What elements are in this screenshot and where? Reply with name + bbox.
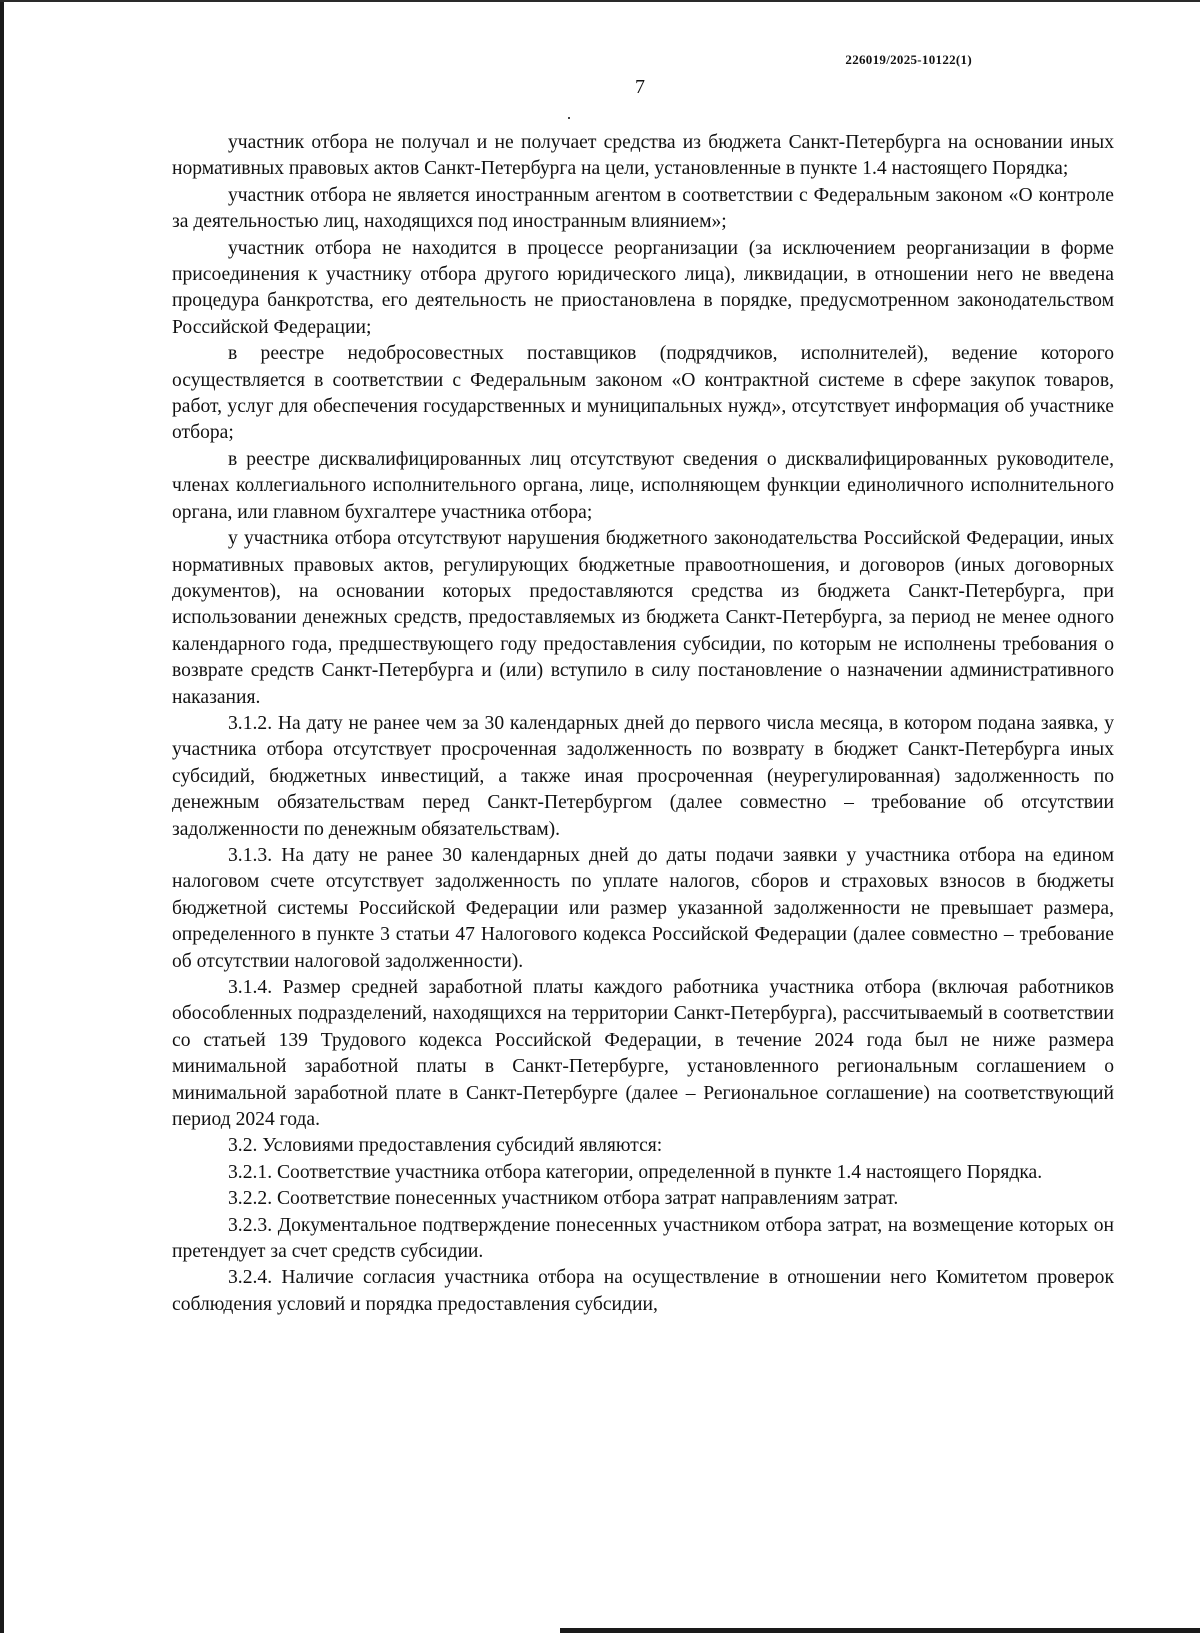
scan-top-edge <box>0 0 1200 2</box>
page-number: 7 <box>635 76 645 98</box>
paragraph-3-2: 3.2. Условиями предоставления субсидий являются: <box>228 1135 663 1157</box>
paragraph-3-2-4: 3.2.4. Наличие согласия участника отбора на осуществление в отношении него Комитетом проверок соблюдения условий и порядка предоставления субсидии, <box>172 1267 1114 1315</box>
paragraph-3-2-2: 3.2.2. Соответствие понесенных участником отбора затрат направлениям затрат. <box>228 1188 899 1210</box>
paragraph: в реестре дисквалифицированных лиц отсутствуют сведения о дисквалифицированных руководителе, членах коллегиального исполнительного органа, лице, исполняющем функции единоличного исполнительного органа, или главном бухгалтере участника отбора; <box>172 448 1114 523</box>
document-registration-number: 226019/2025-10122(1) <box>845 52 972 67</box>
paragraph-3-1-4: 3.1.4. Размер средней заработной платы каждого работника участника отбора (включая работников обособленных подразделений, находящихся на территории Санкт-Петербурга), рассчитываемый в соответствии со статьей 139 Трудового кодекса Российской Федерации, в течение 2024 года был не ниже размера минимальной заработной платы в Санкт-Петербурге, установленного региональным соглашением о минимальной заработной плате в Санкт-Петербурге (далее – Региональное соглашение) на соответствующий период 2024 года. <box>172 977 1114 1131</box>
paragraph-3-1-2: 3.1.2. На дату не ранее чем за 30 календарных дней до первого числа месяца, в котором подана заявка, у участника отбора отсутствует просроченная задолженность по возврату в бюджет Санкт-Петербурга иных субсидий, бюджетных инвестиций, а также иная просроченная (неурегулированная) задолженность по денежным обязательствам перед Санкт-Петербургом (далее совместно – требование об отсутствии задолженности по денежным обязательствам). <box>172 712 1114 840</box>
paragraph: участник отбора не получал и не получает средства из бюджета Санкт-Петербурга на основании иных нормативных правовых актов Санкт-Петербурга на цели, установленные в пункте 1.4 настоящего Порядка; <box>172 132 1114 180</box>
scan-bottom-edge <box>560 1628 1200 1633</box>
paragraph-3-1-3: 3.1.3. На дату не ранее 30 календарных дней до даты подачи заявки у участника отбора на едином налоговом счете отсутствует задолженность по уплате налогов, сборов и страховых взносов в бюджеты бюджетной системы Российской Федерации или размер указанной задолженности не превышает размера, определенного в пункте 3 статьи 47 Налогового кодекса Российской Федерации (далее совместно – требование об отсутствии налоговой задолженности). <box>172 844 1114 972</box>
paragraph-3-2-3: 3.2.3. Документальное подтверждение понесенных участником отбора затрат, на возмещение которых он претендует за счет средств субсидии. <box>172 1214 1114 1263</box>
paragraph: в реестре недобросовестных поставщиков (подрядчиков, исполнителей), ведение которого осуществляется в соответствии с Федеральным законом «О контрактной системе в сфере закупок товаров, работ, услуг для обеспечения государственных и муниципальных нужд», отсутствует информация об участнике отбора; <box>172 343 1114 444</box>
paragraph: участник отбора не является иностранным агентом в соответствии с Федеральным законом «О контроле за деятельностью лиц, находящихся под иностранным влиянием»; <box>172 184 1114 233</box>
paragraph: участник отбора не находится в процессе реорганизации (за исключением реорганизации в форме присоединения к участнику отбора другого юридического лица), ликвидации, в отношении него не введена процедура банкротства, его деятельность не приостановлена в порядке, предусмотренном законодательством Российской Федерации; <box>172 237 1114 338</box>
paragraph-3-2-1: 3.2.1. Соответствие участника отбора категории, определенной в пункте 1.4 настоящего Порядка. <box>228 1161 1043 1183</box>
scan-left-edge <box>0 0 4 1633</box>
document-body <box>172 130 1114 1318</box>
paragraph: у участника отбора отсутствуют нарушения бюджетного законодательства Российской Федерации, иных нормативных правовых актов, регулирующих бюджетные правоотношения, и договоров (иных договорных документов), на основании которых предоставляются средства из бюджета Санкт-Петербурга, при использовании денежных средств, предоставляемых из бюджета Санкт-Петербурга, за период не менее одного календарного года, предшествующего году предоставления субсидии, по которым не исполнены требования о возврате средств Санкт-Петербурга и (или) вступило в силу постановление о назначении административного наказания. <box>172 528 1114 708</box>
scan-speck <box>568 117 570 119</box>
